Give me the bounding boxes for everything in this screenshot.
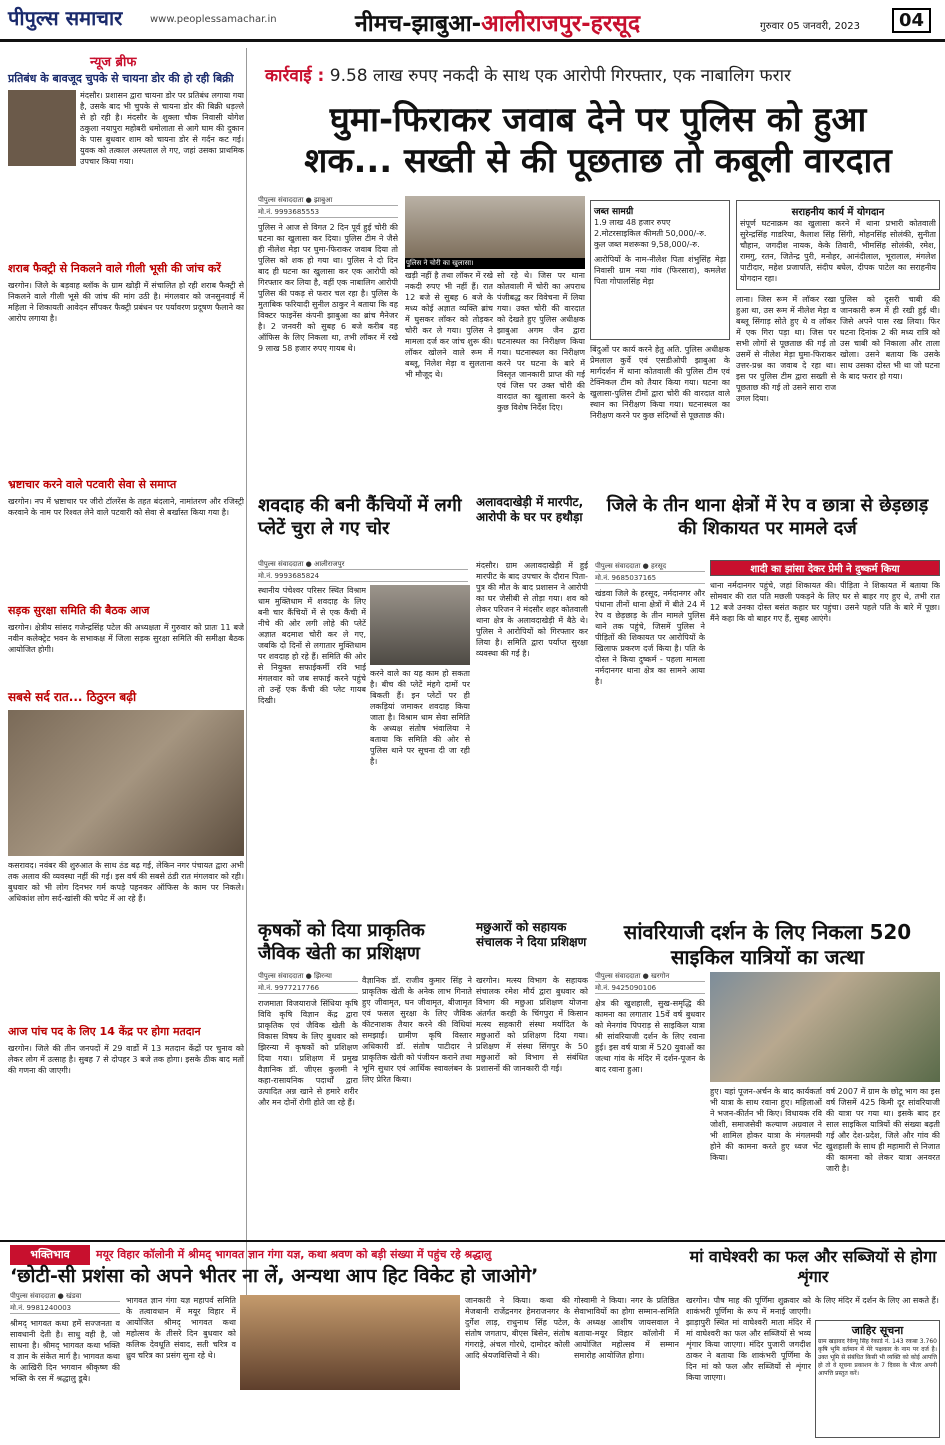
page-number: 04 <box>892 8 931 33</box>
brief-text: खरगोन। नप में भ्रष्टाचार पर जीरो टॉलरेंस के तहत बंदलाने, नामांतरण और रजिस्ट्री करवाने के नाम पर रिश्वत लेने वाले पटवारी को सेवा से बर्खास्त किया गया है। <box>8 497 244 517</box>
lead-kicker: कार्रवाई : 9.58 लाख रुपए नकदी के साथ एक आरोपी गिरफ्तार, एक नाबालिग फरार <box>265 66 791 86</box>
lead-headline: घुमा-फिराकर जवाब देने पर पुलिस को हुआ शक... सख्ती से की पूछताछ तो कबूली वारदात <box>304 100 892 181</box>
person-photo <box>8 90 76 166</box>
bhakti-text: गोस्वामी ने किया। नगर के प्रतिष्ठित सेवाभावियों का होगा सम्मान-समिति के अध्यक्ष आशीष जायसवाल ने बताया-मयूर विहार कॉलोनी में आयोजित महोत्सव में सम्मान समारोह आयोजित होगा। <box>574 1296 679 1360</box>
newspaper-logo: पीपुल्स समाचार <box>8 6 123 30</box>
brief-text: खरगोन। जिले की तीन जनपदों में 29 वार्डो में 13 मतदान केंद्रों पर चुनाव को लेकर लोग में उत्साह है। सुबह 7 से दोपहर 3 बजे तक होगा। इसके ठीक बाद मतों की गणना की जाएगी। <box>8 1044 244 1075</box>
cold-night-photo <box>8 710 244 856</box>
brief-text: मंदसौर। प्रशासन द्वारा चायना डोर पर प्रतिबंध लगाया गया है, उसके बाद भी चुपके से चायना डोर की बिक्री धड़ल्ले से हो रही है। मंदसौर के शुक्ला चौक निवासी योगेश ठकुला नयापुरा महोबरी धमोलाता से आगे घाम की दुकान के पास बुधवार शाम को चायना डोर से गर्दन कट गई। युवक को तत्काल अस्पताल ले गए, जहां उसका प्राथमिक उपचार किया गया। <box>80 91 244 166</box>
assault-headline: अलावदाखेड़ी में मारपीट, आरोपी के घर पर हथौड़ा <box>476 495 584 524</box>
lead-text: लाना। जिस रूम में लॉकर रखा हुआ था, उस रूम में नीलेश मेड़ा व बब्लू सिंगाड़ सोते हुए थे व लॉकर में एक गिरा पड़ा था। जिस पर सभी लोगों से पूछताछ की गई तो उसमें से नीलेश मेड़ा घुमा-फिराकर उत्तर-प्रश्न का जवाब दे रहा था। इस पर पुलिस टीम द्वारा सख्ती से पूछताछ की गई तो उसने सारा राज उगल दिया। <box>736 295 836 403</box>
brief-headline: आज पांच पद के लिए 14 केंद्र पर होगा मतदान <box>8 1025 201 1038</box>
s7-mobile: मो.नं. 9425090106 <box>595 984 705 994</box>
reward-box: सराहनीय कार्य में योगदान संपूर्ण घटनाक्रम का खुलासा करने में थाना प्रभारी कोतवाली सुरेन्द्रसिंह गाडरिया, कैलाश सिंह सिंगी, मोहनसिंह सोलंकी, सुनीता चौहान, जगदीश नायक, केके तिवारी, भीमसिंह सोलंकी, रमेश, रामगु, रतन, जितेन्द्र पुरी, मनोहर, आनंदीलाल, भूरालाल, मंगलेश पाटीदार, महेश प्रजापति, संदीप बघेल, दीपक पाटेल का सराहनीय योगदान रहा। <box>736 200 940 290</box>
photo-caption: पुलिस ने चोरी का खुलासा। <box>405 258 585 269</box>
police-photo <box>405 196 585 258</box>
s4-text: खंडवा जिले के हरसूद, नर्मदानगर और पंधाना तीनों थाना क्षेत्रों में बीते 24 में रेप व छेड़छाड़ के तीन मामले पुलिस थाने तक पहुंचे, जिसमें पुलिस ने पीड़ितों की शिकायत पर आरोपियों के खिलाफ प्रकरण दर्ज किया है। पति के दोस्त ने किया दुष्कर्म - पहला मामला नर्मदानगर थाना क्षेत्र का सामने आया है। <box>595 589 705 686</box>
bhakti-text: श्रीमद् भागवत कथा हमें सज्जनता व सावधानी देती है। साधु वही है, जो साधना है। श्रीमद् भागवत कथा भक्ति व ज्ञान के संकेत मार्ग है। भागवत कथा के आखिरी दिन भगवान श्रीकृष्ण की भक्ति के रस में श्रद्धालु डूबे। <box>10 1319 120 1383</box>
news-brief-label: न्यूज ब्रीफ <box>90 55 137 70</box>
seized-box: जब्त सामग्री 1.9 लाख 48 हजार रुपए 2.मोटरसाइकिल कीमती 50,000/-रु. कुल जब्त मशरूका 9,58,000/-रु. आरोपियों के नाम-नीलेश पिता शंभुसिंह मेड़ा निवासी ग्राम नया गांव (फिरसारा), कमलेश पिता गोपालसिंह मेड़ा <box>590 200 730 340</box>
s3-text: मंदसौर। ग्राम अलावदाखेड़ी में हुई मारपीट के बाद उपचार के दौरान पिता-पुत्र की मौत के बाद प्रशासन ने आरोपी का घर जेसीबी से तोड़ा गया। शव को लेकर परिजन ने मंदसौर शहर कोतवाली थाना क्षेत्र के अलावदाखेड़ी में बैठे थे। पुलिस ने आरोपियों को गिरफ्तार कर लिया है। समिति द्वारा पर्याप्त सुरक्षा व्यवस्था की गई है। <box>476 561 588 658</box>
farming-headline: कृषकों को दिया प्राकृतिक जैविक खेती का प्रशिक्षण <box>258 920 425 964</box>
cyclists-photo <box>710 972 940 1082</box>
katha-photo <box>240 1295 460 1390</box>
brief-headline: सबसे सर्द रात... ठिठुरन बढ़ी <box>8 690 137 704</box>
brief-headline: प्रतिबंध के बावजूद चुपके से चायना डोर की हो रही बिक्री <box>8 72 234 85</box>
s5-mobile: मो.नं. 9977217766 <box>258 984 358 994</box>
s4-text: धाना नर्मदानगर पहुंचे, जहां शिकायत की। पीड़िता ने शिकायत में बताया कि सोमवार की रात पति मछली पकड़ने के लिए घर से बाहर गए हुए थे, तभी रात 12 बजे उनका दोस्त बसंत कहार घर पहुंचा। उसने पहले पति के बारे में पूछा। मैंने कहा कि वो बाहर गए हैं, सुबह आएंगे। <box>710 581 940 623</box>
cremation-photo <box>370 585 470 665</box>
website-url: www.peoplessamachar.in <box>150 14 277 25</box>
brief-headline: सड़क सुरक्षा समिति की बैठक आज <box>8 604 150 617</box>
cycle-yatra-headline: सांवरियाजी दर्शन के लिए निकला 520 साइकिल यात्रियों का जत्था <box>623 920 912 969</box>
brief-text: खरगोन। जिले के बड़वाह ब्लॉक के ग्राम खोड़ी में संचालित हो रही शराब फैक्ट्री से निकलने वाले गीली भूसे की जांच की मांग उठी है। मंगलवार को जनसुनवाई में महिला ने शिकायती आवेदन सौंपकर फैक्ट्री प्रबंधन पर पर्यावरण प्रदूषण फैलाने का आरोप लगाया है। <box>8 281 244 323</box>
bhakti-kicker: मयूर विहार कॉलोनी में श्रीमद् भागवत ज्ञान गंगा यज्ञ, कथा श्रवण को बड़ी संख्या में पहुंच रहे श्रद्धालु <box>96 1248 492 1261</box>
s5-text: राजमाता विजयाराजे सिंधिया कृषि विवि कृषि विज्ञान केंद्र द्वारा प्राकृतिक एवं जैविक खेती के विकास विषय के लिए बुधवार को झिरन्या में कृषकों को प्रशिक्षण दिया गया। प्रशिक्षण में प्रमुख वैज्ञानिक डॉ. जीएस कुलमी ने कहा-रासायनिक पदार्थों द्वारा उत्पादित अन्न खाने से हमारे शरीर और मन दोनों रोगी होते जा रहे हैं। <box>258 999 358 1107</box>
s7-byline: पीपुल्स संवाददाता ● खरगोन <box>595 972 705 982</box>
bhakti-text: भागवत ज्ञान गंगा यज्ञ महापर्व समिति के तत्वावधान में मयूर विहार में आयोजित श्रीमद् भागवत कथा महोत्सव के तीसरे दिन बुधवार को कलिक देवधूति संवाद, सती चरित्र व ध्रुव चरित्र का प्रसंग सुना रहे थे। <box>126 1296 236 1360</box>
bhakti-headline: ‘छोटी-सी प्रशंसा को अपने भीतर ना लें, अन्यथा आप हिट विकेट हो जाओगे’ <box>10 1265 539 1287</box>
brief-headline: शराब फैक्ट्री से निकलने वाले गीली भूसी की जांच करें <box>8 262 221 275</box>
s4-byline: पीपुल्स संवाददाता ● हरसूद <box>595 562 705 572</box>
s2-mobile: मो.नं. 9993685824 <box>258 572 468 582</box>
s7-text: क्षेत्र की खुशहाली, सुख-समृद्धि की कामना का लगातार 15वें वर्ष बुधवार को मेनगांव पिपराड़ से साइकिल यात्रा श्री सांवरियाजी दर्शन के लिए रवाना हुई। इस वर्ष यात्रा में 520 युवाओं का जत्था गांव के मंदिर में दर्शन-पूजन के बाद रवाना हुआ। <box>595 999 705 1074</box>
brief-text: खरगोन। क्षेत्रीय सांसद गजेन्द्रसिंह पटेल की अध्यक्षता में गुरुवार को प्रातः 11 बजे नवीन कलेक्ट्रेट भवन के सभाकक्ष में जिला सड़क सुरक्षा समिति की समीक्षा बैठक आयोजित होगी। <box>8 623 244 654</box>
fishermen-headline: मछुआरों को सहायक संचालक ने दिया प्रशिक्षण <box>476 920 587 949</box>
bhakti-mobile: मो.नं. 9981240003 <box>10 1304 120 1314</box>
s8-text: खरगोन। पौष माह की पूर्णिमा शुक्रवार को शाकंभरी पूर्णिमा के रूप में मनाई जाएगी। झाड़ापुरी स्थित मां वाघेश्वरी माता मंदिर में मां वाघेश्वरी का फल और सब्जियों से भव्य शृंगार किया जाएगा। मंदिर पुजारी जगदीश ठाकर ने बताया कि शाकंभरी पूर्णिमा के दिन मां को फल और सब्जियों से शृंगार किया जाएगा। <box>686 1296 811 1382</box>
s7-text: हुए। यहां पूजन-अर्चन के बाद कार्यकर्ता भी यात्रा के साथ रवाना हुए। महिलाओं ने भजन-कीर्तन भी किए। विधायक रवि जोशी, समाजसेवी कल्याण अग्रवाल ने भी शामिल होकर यात्रा के मंगलमयी होने की कामना करते हुए ध्वज भेंट किया। <box>710 1087 822 1162</box>
s6-text: खरगोन। मत्स्य विभाग के सहायक संचालक रमेश मौर्य द्वारा बुधवार को विभाग की मछुआ प्रशिक्षण योजना अंतर्गत करही के चिंगपुरा में किसान मत्स्य सहकारी संस्था मर्यादित के मछुआरों को प्रशिक्षण दिया गया। प्रशिक्षण में संस्था सिंगपुर के 50 मछुआरों को विभाग से संबंधित प्रशासनों की जानकारी दी गई। <box>476 976 588 1073</box>
s2-text: स्थानीय पंचेश्वर परिसर स्थित विश्राम धाम मुक्तिधाम में शवदाह के लिए बनी चार कैंचियों में से एक कैंची में नीचे की ओर लगी लोहे की प्लेटें अज्ञात बदमाश चोरी कर ले गए, जबकि दो दिनों से लगातार मुक्तिधाम पर शवदाह हो रहे हैं। समिति की ओर से नियुक्त सफाईकर्मी रवि भाई मंगलवार को जब सफाई करने पहुंचे तो उन्हें एक कैंची की प्लेट गायब दिखी। <box>258 586 366 705</box>
s5-byline: पीपुल्स संवाददाता ● झिरन्या <box>258 972 358 982</box>
lead-text: बिंदुओं पर कार्य करने हेतु अति. पुलिस अधीक्षक प्रेमलाल कुर्वे एवं एसडीओपी झाबुआ के मार्गदर्शन में थाना कोतवाली की पुलिस टीम एवं टेक्निकल टीम को तैयार किया गया। घटना का खुलासा-पुलिस टीमों द्वारा चोरी की वारदात वाले स्थान का निरीक्षण किया गया। घटनास्थल का निरीक्षण करने पर कुछ संदिग्धों से पूछताछ की। <box>590 345 730 420</box>
lead-text: पुलिस को दूसरी चाबी की जानकारी रूम में ही रखी हुई थी। जिसे अपने पास रख लिया। फिर घटना दिनांक 2 की मध्य रात्रि को उस चाबी को निकाला और ताला खोला। उसने बताया कि उसके साथ उसका दोस्त भी था जो घटना के बाद फरार हो गया। <box>840 295 940 381</box>
bhakti-tag: भक्तिभाव <box>10 1245 90 1265</box>
s8-text: के लिए मंदिर में दर्शन के लिए आ सकते हैं। <box>815 1296 939 1305</box>
section-title: नीमच-झाबुआ-आलीराजपुर-हरसूद <box>355 11 641 37</box>
lead-mobile: मो.नं. 9993685553 <box>258 208 398 218</box>
lead-text: सो रहे थे। जिस पर थाना कोतवाली में चोरी का अपराध पंजीबद्ध कर विवेचना में लिया गया। उक्त चोरी की वारदात को देखते हुए पुलिस अधीक्षक झाबुआ अगम जैन द्वारा घटनास्थल का निरीक्षण किया गया। घटनास्थल का निरीक्षण करने पर घटना के बारे में विस्तृत जानकारी प्राप्त की गई एवं जिस पर उक्त चोरी की वारदात का खुलासा करने के कुछ विशेष निर्देश दिए। <box>497 271 585 412</box>
brief-text: कसरावद। नवंबर की शुरुआत के साथ ठंड बढ़ गई, लेकिन नगर पंचायत द्वारा अभी तक अलाव की व्यवस्था नहीं की गई। इस वर्ष की सबसे ठंडी रात मंगलवार को रही। बुधवार को भी लोग दिनभर गर्म कपड़े पहनकर ऑफिस के काम पर निकले। अधिकांश लोग सर्द-खांसी की चपेट में आ रहे हैं। <box>8 861 244 903</box>
public-notice-box: जाहिर सूचना ग्राम खड़ावद रेवेन्यू सिंह रेकार्ड नं. 143 रकबा 3.760 कृषि भूमि वर्तमान में मेरे पक्षकार के नाम पर दर्ज है। उक्त भूमि से संबंधित किसी भी व्यक्ति को कोई आपत्ति हो तो वे सूचना प्रकाशन के 7 दिवस के भीतर अपनी आपत्ति प्रस्तुत करें। <box>815 1320 940 1438</box>
s4-box-title: शादी का झांसा देकर प्रेमी ने दुष्कर्म किया <box>710 560 940 576</box>
lead-text: पुलिस ने आज से विगत 2 दिन पूर्व हुई चोरी की घटना का खुलासा कर दिया। पुलिस टीम ने जैसे ही नीलेश मेड़ा पर घुमा-फिराकर जवाब दिया तो पुलिस को शक हो गया था। पुलिस ने दो दिन बाद ही घटना का खुलासा कर एक आरोपी को गिरफ्तार कर लिया है, वहीं एक नाबालिग आरोपी पुलिस की पकड़ से फरार चल रहा है। पुलिस के मुताबिक फरियादी सुनील ठाकुर ने बताया कि वह विक्टर फाइनेंस कंपनी झाबुआ का ब्रांच मैनेजर है। 2 जनवरी को सुबह 6 बजे करीब वह ऑफिस के लिए निकला था, तभी लॉकर में रखे 9 लाख 58 हजार रुपए गायब थे। <box>258 223 398 353</box>
s2-text: करने वाले का यह काम हो सकता है। बीच की प्लेटें मंहगे दामों पर बिकती हैं। इन प्लेटों पर ही लकड़ियां जमाकर शवदाह किया जाता है। विश्राम धाम सेवा समिति के अध्यक्ष संतोष भंवालिया ने बताया कि समिति की ओर से पुलिस थाने पर सूचना दी जा रही है। <box>370 669 470 766</box>
vagheshwari-headline: मां वाघेश्वरी का फल और सब्जियों से होगा शृंगार <box>689 1247 937 1286</box>
rape-cases-headline: जिले के तीन थाना क्षेत्रों में रेप व छात्रा से छेड़छाड़ की शिकायत पर मामले दर्ज <box>606 495 929 539</box>
bhakti-text: जानकारी ने किया। कथा की मेजबानी राजेंद्रनगर हेमराजनगर के दुर्गेश लाड़, राधुनाथ सिंह पटेल, संतोष जगताप, बीएस बिसेन, संतोष गंगराड़े, अंचल गोरधे, दामोदर कोली आदि श्रेयजवित्तियों ने की। <box>465 1296 570 1360</box>
cremation-headline: शवदाह की बनी कैंचियों में लगी प्लेटें चुरा ले गए चोर <box>258 495 462 539</box>
lead-byline: पीपुल्स संवाददाता ● झाबुआ <box>258 196 398 206</box>
s4-mobile: मो.नं. 9685037165 <box>595 574 705 584</box>
s7-text: वर्ष 2007 में ग्राम के छोटू भाग का इस वर्ष जिसमें 425 किमी दूर सांवरियाजी की यात्रा पर गया था। इसके बाद हर साल साइकिल यात्रियों की संख्या बढ़ती गई और देश-प्रदेश, जिले और गांव की खुशहाली के साथ ही महामारी से निजात की कामना को लेकर यात्रा अनवरत जारी है। <box>826 1087 940 1173</box>
issue-date: गुरुवार 05 जनवरी, 2023 <box>760 21 860 32</box>
brief-headline: भ्रष्टाचार करने वाले पटवारी सेवा से समाप्त <box>8 478 177 491</box>
section-divider <box>0 1240 945 1242</box>
lead-text: खड़ी नहीं है तथा लॉकर में रखे नकदी रुपए भी नहीं हैं। रात 12 बजे से सुबह 6 बजे के मध्य कोई अज्ञात व्यक्ति ब्रांच में घुसकर लॉकर को तोड़कर चोरी कर ले गया। पुलिस ने मामला दर्ज कर जांच शुरू की। लॉकर खोलने वाले रूम में बब्लू, निलेश मेड़ा व सुलताना भी मौजूद थे। <box>405 271 493 379</box>
s2-byline: पीपुल्स संवाददाता ● आलीराजपुर <box>258 560 468 570</box>
s5-text: वैज्ञानिक डॉ. राजीव कुमार सिंह ने प्राकृतिक खेती के अनेक लाभ गिनाते हुए जीवामृत, घन जीवामृत, बीजामृत एवं फसल सुरक्षा के लिए जैविक कीटनाशक तैयार करने की विधियां समझाईं। ग्रामीण कृषि विस्तार अधिकारी डॉ. संतोष पाटीदार ने प्राकृतिक खेती को पंजीयन कराने तथा भूमि सुधार एवं आर्थिक स्वावलंबन के लिए प्रेरित किया। <box>362 976 472 1084</box>
bhakti-byline: पीपुल्स संवाददाता ● खंडवा <box>10 1292 120 1302</box>
